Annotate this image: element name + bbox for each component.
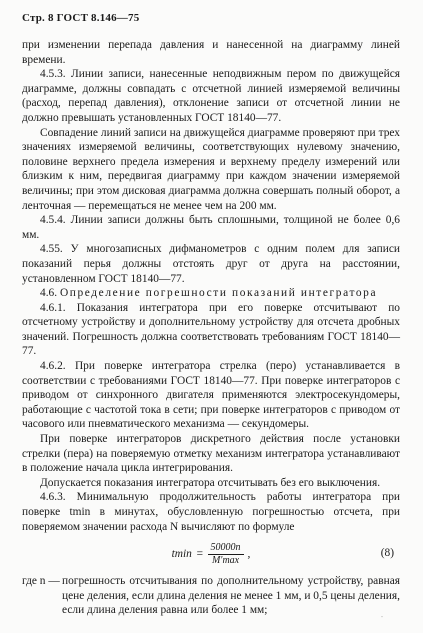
where-clause: [22, 574, 400, 618]
formula-expression: [172, 542, 251, 567]
formula-fraction: [208, 542, 244, 567]
formula-8: [22, 536, 400, 572]
formula-number: (8): [380, 547, 394, 560]
where-definition: погрешность отсчитывания по дополнительному устройству, равная цене деления, если длина деления не менее 1 мм, и 0,5 цены деления, если длина деления равна или более 1 мм;: [62, 575, 400, 617]
section-heading-4-6: [22, 286, 400, 301]
formula-comma: ,: [247, 547, 251, 560]
formula-equals: =: [195, 547, 204, 560]
paragraph-4-5-3: 4.5.3. Линии записи, нанесенные неподвижным пером по движущейся диаграмме, должны совпадать с отсчетной линией измеряемой величины (расход, перепад давления), отклонение записи от отсчетной линии не должно превышать установленных ГОСТ 18140—77.: [22, 68, 400, 124]
paragraph-discrete: При поверке интеграторов дискретного действия после установки стрелки (пера) на поверяемую отметку механизм интегратора устанавливают в положение начала цикла интегрирования.: [22, 433, 400, 475]
page-header: Стр. 8 ГОСТ 8.146—75: [22, 12, 140, 24]
paragraph-allowed: Допускается показания интегратора отсчитывать без его выключения.: [40, 476, 381, 489]
section-number: 4.6.: [40, 287, 58, 300]
formula-denominator: M'max: [211, 554, 240, 566]
paragraph-check-lines: Совпадение линий записи на движущейся диаграмме проверяют при трех значениях измеряемой величины, соответствующих нулевому значению, половине верхнего предела измерения и верхнему пределу измерений или близким к ним, передвигая диаграмму при каждом значении измеряемой величины; при этом дисковая диаграмма должна совершать полный оборот, а ленточная — перемещаться не менее чем на 200 мм.: [22, 126, 400, 212]
paragraph-4-6-2: 4.6.2. При поверке интегратора стрелка (перо) устанавливается в соответствии с требованиями ГОСТ 18140—77. При поверке интеграторов с приводом от синхронного двигателя применяются электросекундомеры, работающие с частотой тока в сети; при поверке интеграторов с приводом от часового или пневматического механизма — секундомеры.: [22, 360, 400, 431]
section-title: Определение погрешности показаний интегратора: [59, 287, 378, 300]
where-label: где n —: [22, 575, 60, 588]
document-body: [22, 38, 400, 618]
paragraph-continuation: при изменении перепада давления и нанесенной на диаграмму линей времени.: [22, 39, 400, 66]
formula-numerator: 50000n: [208, 542, 244, 555]
formula-lhs: tmin: [171, 547, 192, 560]
paragraph-4-55: 4.55. У многозаписных дифманометров с одним полем для записи показаний перья должны отстоять друг от друга на расстоянии, установленном ГОСТ 18140—77.: [22, 243, 400, 285]
paragraph-4-5-4: 4.5.4. Линии записи должны быть сплошными, толщиной не более 0,6 мм.: [22, 214, 400, 241]
paragraph-4-6-1: 4.6.1. Показания интегратора при его поверке отсчитывают по отсчетному устройству и дополнительному устройству для отсчета дробных значений. Погрешность должна соответствовать требованиям ГОСТ 18140—77.: [22, 301, 400, 358]
paragraph-4-6-3: 4.6.3. Минимальную продолжительность работы интегратора при поверке tmin в минутах, обусловленную погрешностью отсчета, при поверяемом значении расхода N вычисляют по формуле: [22, 491, 400, 533]
